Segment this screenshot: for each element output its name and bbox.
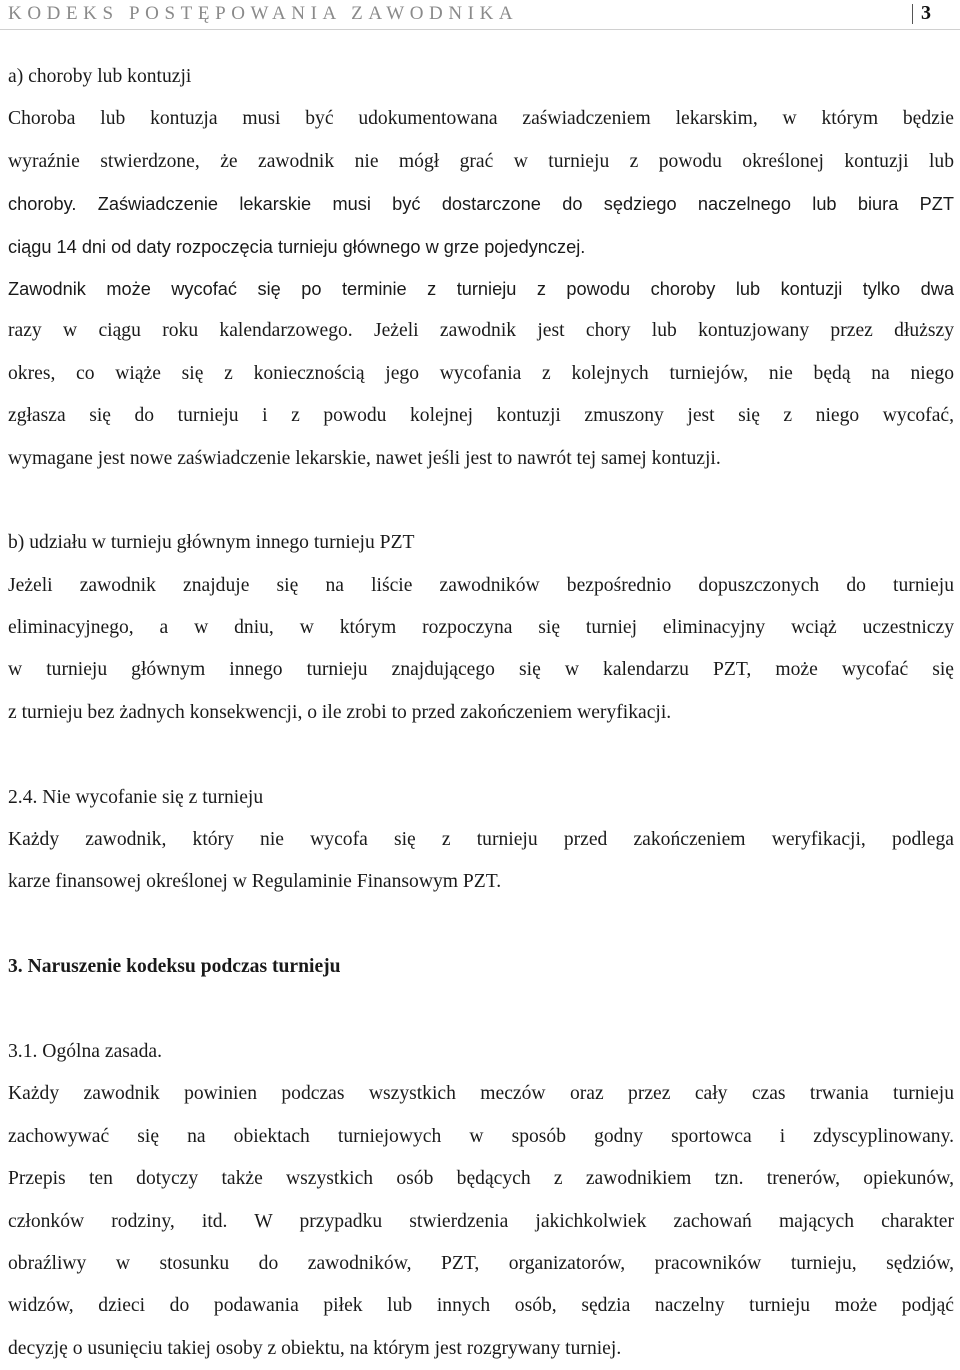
page-number: 3 [921,2,931,24]
paragraph-line: razy w ciągu roku kalendarzowego. Jeżeli zawodnik jest chory lub kontuzjowany przez dłuższy [8,320,954,342]
paragraph-line: widzów, dzieci do podawania piłek lub innych osób, sędzia naczelny turnieju może podjąć [8,1295,954,1317]
paragraph-line: zgłasza się do turnieju i z powodu kolejnej kontuzji zmuszony jest się z niego wycofać, [8,405,954,427]
section-heading-2-4: 2.4. Nie wycofanie się z turnieju [8,786,264,808]
paragraph-line: Każdy zawodnik powinien podczas wszystkich meczów oraz przez cały czas trwania turnieju [8,1083,954,1105]
document-title: KODEKS POSTĘPOWANIA ZAWODNIKA [8,3,519,24]
paragraph-line: zachowywać się na obiektach turniejowych w sposób godny sportowca i zdyscyplinowany. [8,1125,954,1147]
paragraph-line: decyzję o usunięciu takiej osoby z obiektu, na którym jest rozgrywany turniej. [8,1337,622,1359]
paragraph-line: okres, co wiąże się z koniecznością jego wycofania z kolejnych turniejów, nie będą na niego [8,362,954,384]
paragraph-line: choroby. Zaświadczenie lekarskie musi być dostarczone do sędziego naczelnego lub biura PZT [8,194,954,215]
paragraph-line: Jeżeli zawodnik znajduje się na liście zawodników bezpośrednio dopuszczonych do turnieju [8,574,954,596]
paragraph-line: Przepis ten dotyczy także wszystkich osób będących z zawodnikiem tzn. trenerów, opiekunów, [8,1168,954,1190]
document-body [8,56,954,1370]
paragraph-line: z turnieju bez żadnych konsekwencji, o ile zrobi to przed zakończeniem weryfikacji. [8,701,672,723]
paragraph-line: karze finansowej określonej w Regulaminie Finansowym PZT. [8,871,502,893]
page-header [0,0,960,30]
paragraph-line: Zawodnik może wycofać się po terminie z turnieju z powodu choroby lub kontuzji tylko dwa [8,278,954,299]
header-rule [0,29,960,30]
paragraph-line: Każdy zawodnik, który nie wycofa się z turnieju przed zakończeniem weryfikacji, podlega [8,829,954,851]
paragraph-line: Choroba lub kontuzja musi być udokumentowana zaświadczeniem lekarskim, w którym będzie [8,108,954,130]
paragraph-line: eliminacyjnego, a w dniu, w którym rozpoczyna się turniej eliminacyjny wciąż uczestniczy [8,617,954,639]
paragraph-line: wyraźnie stwierdzone, że zawodnik nie mógł grać w turnieju z powodu określonej kontuzji lub [8,150,954,172]
paragraph-line: ciągu 14 dni od daty rozpoczęcia turnieju głównego w grze pojedynczej. [8,236,586,257]
section-heading-b: b) udziału w turnieju głównym innego turnieju PZT [8,532,415,554]
paragraph-line: wymagane jest nowe zaświadczenie lekarskie, nawet jeśli jest to nawrót tej samej kontuzji. [8,447,721,469]
section-heading-3: 3. Naruszenie kodeksu podczas turnieju [8,956,341,978]
header-separator [912,4,913,24]
section-heading-a: a) choroby lub kontuzji [8,66,192,87]
paragraph-line: w turnieju głównym innego turnieju znajdującego się w kalendarzu PZT, może wycofać się [8,659,954,681]
section-heading-3-1: 3.1. Ogólna zasada. [8,1040,162,1062]
paragraph-line: członków rodziny, itd. W przypadku stwierdzenia jakichkolwiek zachowań mających charakter [8,1210,954,1232]
paragraph-line: obraźliwy w stosunku do zawodników, PZT, organizatorów, pracowników turnieju, sędziów, [8,1252,954,1274]
